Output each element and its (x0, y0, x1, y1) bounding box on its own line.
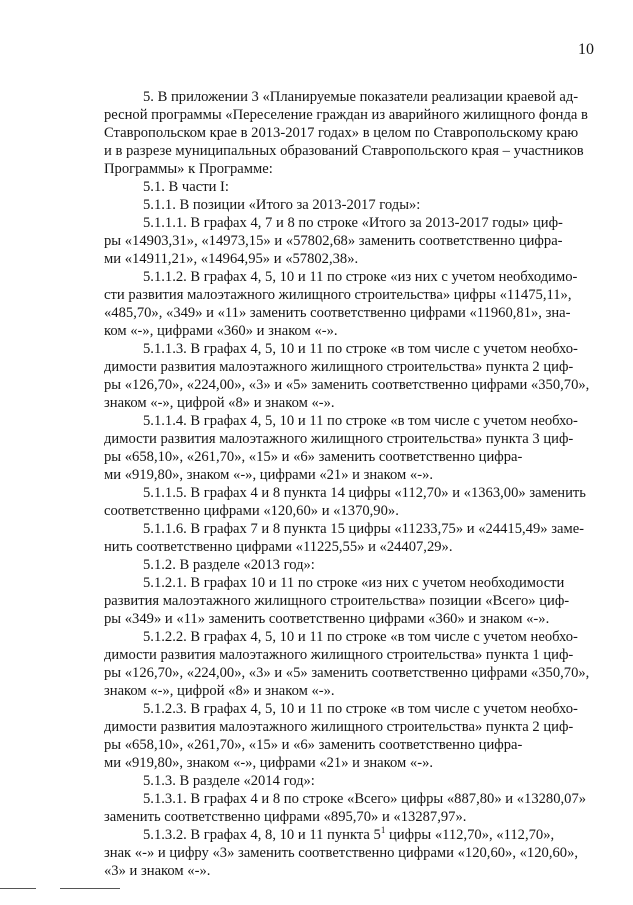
text-line: 5.1.1.3. В графах 4, 5, 10 и 11 по строке «в том числе с учетом необхо- (143, 341, 578, 357)
text-line: димости развития малоэтажного жилищного строительства» пункта 1 циф- (104, 647, 574, 663)
text-line: «485,70», «349» и «11» заменить соответственно цифрами «11960,81», зна- (104, 305, 571, 321)
section-heading-5-1-3: 5.1.3. В разделе «2014 год»: (143, 773, 315, 789)
text-line: знаком «-», цифрой «8» и знаком «-». (104, 683, 335, 699)
text-fragment: 5.1.3.2. В графах 4, 8, 10 и 11 пункта 5 (143, 827, 381, 843)
text-line: ры «658,10», «261,70», «15» и «6» заменить соответственно цифра- (104, 449, 523, 465)
section-heading-5-1-1: 5.1.1. В позиции «Итого за 2013-2017 годы»: (143, 197, 421, 213)
text-fragment: цифры «112,70», «112,70», (385, 827, 555, 843)
text-line: 5.1.1.6. В графах 7 и 8 пункта 15 цифры «11233,75» и «24415,49» заме- (143, 521, 585, 537)
text-line: димости развития малоэтажного жилищного строительства» пункта 2 циф- (104, 359, 574, 375)
paragraph-5-1-3-1 (104, 790, 594, 826)
text-line: ры «349» и «11» заменить соответственно цифрами «360» и знаком «-». (104, 611, 550, 627)
text-line: 5.1.1.4. В графах 4, 5, 10 и 11 по строке «в том числе с учетом необхо- (143, 413, 578, 429)
text-line: димости развития малоэтажного жилищного строительства» пункта 2 циф- (104, 719, 574, 735)
paragraph-5 (104, 88, 594, 178)
section-heading-5-1-2: 5.1.2. В разделе «2013 год»: (143, 557, 315, 573)
text-line: 5. В приложении 3 «Планируемые показатели реализации краевой ад- (143, 89, 579, 105)
text-line: ком «-», цифрами «360» и знаком «-». (104, 323, 338, 339)
text-line: и в разрезе муниципальных образований Ставропольского края – участников (104, 143, 584, 159)
paragraph-5-1-1-3 (104, 340, 594, 412)
document-body (104, 88, 594, 880)
text-line: Программы» к Программе: (104, 161, 273, 177)
text-line: 5.1.1.2. В графах 4, 5, 10 и 11 по строке «из них с учетом необходимо- (143, 269, 578, 285)
text-line: нить соответственно цифрами «11225,55» и «24407,29». (104, 539, 453, 555)
section-heading-5-1: 5.1. В части I: (143, 179, 229, 195)
paragraph-5-1-3-2 (104, 826, 594, 880)
paragraph-5-1-1-5 (104, 484, 594, 520)
paragraph-5-1-2-1 (104, 574, 594, 628)
text-line: ры «126,70», «224,00», «3» и «5» заменить соответственно цифрами «350,70», (104, 377, 590, 393)
text-line: ми «919,80», знаком «-», цифрами «21» и знаком «-». (104, 467, 434, 483)
text-line: сти развития малоэтажного жилищного строительства» цифры «11475,11», (104, 287, 572, 303)
text-line: заменить соответственно цифрами «895,70» и «13287,97». (104, 809, 467, 825)
text-line: Ставропольском крае в 2013-2017 годах» в целом по Ставропольскому краю (104, 125, 579, 141)
paragraph-5-1-2-2 (104, 628, 594, 700)
text-line: ры «14903,31», «14973,15» и «57802,68» заменить соответственно цифра- (104, 233, 563, 249)
paragraph-5-1-1-6 (104, 520, 594, 556)
text-line: 5.1.2.3. В графах 4, 5, 10 и 11 по строке «в том числе с учетом необхо- (143, 701, 578, 717)
text-line: ми «919,80», знаком «-», цифрами «21» и знаком «-». (104, 755, 434, 771)
text-line: ры «126,70», «224,00», «3» и «5» заменить соответственно цифрами «350,70», (104, 665, 590, 681)
text-line: ми «14911,21», «14964,95» и «57802,38». (104, 251, 359, 267)
superscript: 1 (380, 825, 386, 836)
text-line: знак «-» и цифру «3» заменить соответственно цифрами «120,60», «120,60», (104, 845, 579, 861)
text-line: ресной программы «Переселение граждан из аварийного жилищного фонда в (104, 107, 588, 123)
text-line: 5.1.2.2. В графах 4, 5, 10 и 11 по строке «в том числе с учетом необхо- (143, 629, 578, 645)
paragraph-5-1-1-1 (104, 214, 594, 268)
paragraph-5-1-1-2 (104, 268, 594, 340)
text-line: знаком «-», цифрой «8» и знаком «-». (104, 395, 335, 411)
text-line: 5.1.1.1. В графах 4, 7 и 8 по строке «Итого за 2013-2017 годы» циф- (143, 215, 563, 231)
text-line: 5.1.1.5. В графах 4 и 8 пункта 14 цифры «112,70» и «1363,00» заменить (143, 485, 586, 501)
text-line: «3» и знаком «-». (104, 863, 211, 879)
text-line (104, 826, 594, 844)
footer-rule (60, 888, 120, 889)
text-line: соответственно цифрами «120,60» и «1370,90». (104, 503, 399, 519)
page-number: 10 (578, 41, 594, 58)
paragraph-5-1-2-3 (104, 700, 594, 772)
text-line: 5.1.3.1. В графах 4 и 8 по строке «Всего» цифры «887,80» и «13280,07» (143, 791, 587, 807)
text-line: 5.1.2.1. В графах 10 и 11 по строке «из них с учетом необходимости (143, 575, 565, 591)
text-line: развития малоэтажного жилищного строительства» позиции «Всего» циф- (104, 593, 570, 609)
text-line: димости развития малоэтажного жилищного строительства» пункта 3 циф- (104, 431, 574, 447)
text-line: ры «658,10», «261,70», «15» и «6» заменить соответственно цифра- (104, 737, 523, 753)
footer-rule (0, 888, 36, 889)
paragraph-5-1-1-4 (104, 412, 594, 484)
